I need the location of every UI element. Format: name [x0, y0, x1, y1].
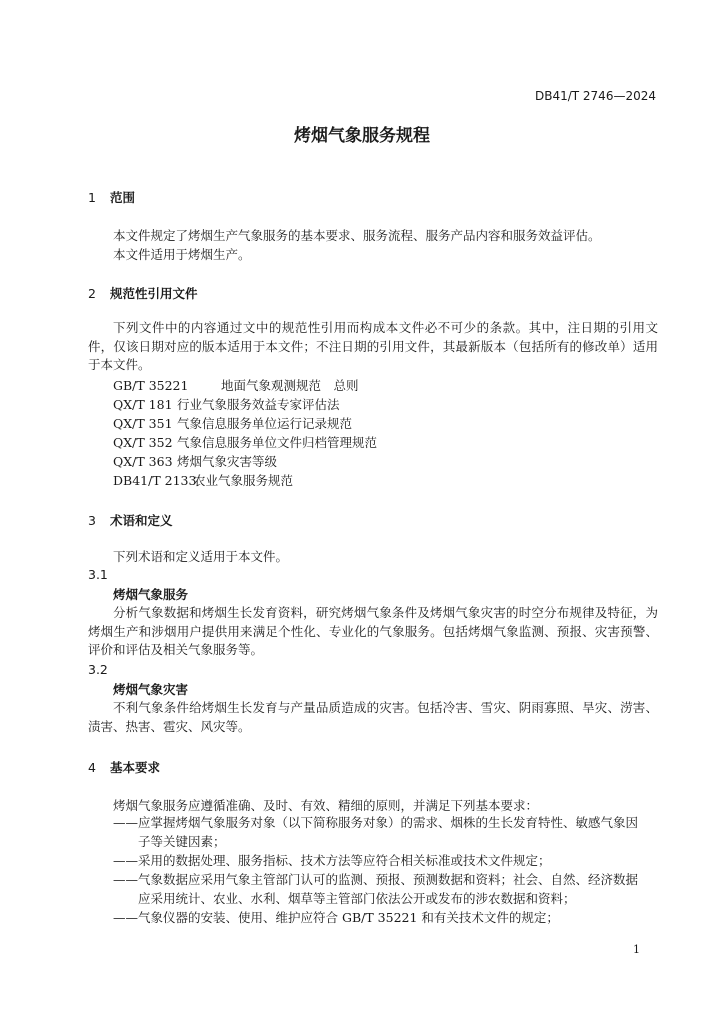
term-name: 烤烟气象服务 [113, 587, 189, 602]
section-2-heading [88, 284, 198, 302]
reference-name: 行业气象服务效益专家评估法 [177, 397, 340, 412]
reference-item [113, 376, 359, 394]
section-1-paragraph: 本文件适用于烤烟生产。 [113, 247, 251, 262]
reference-item [113, 471, 293, 489]
reference-code: QX/T 352 [113, 435, 173, 450]
term-name: 烤烟气象灾害 [113, 682, 189, 697]
reference-item [113, 395, 340, 413]
term-definition: 不利气象条件给烤烟生长发育与产量品质造成的灾害。包括冷害、雪灾、阴雨寡照、旱灾、涝害、渍害、热害、雹灾、风灾等。 [88, 700, 658, 734]
section-title: 术语和定义 [110, 513, 173, 528]
reference-code: QX/T 181 [113, 397, 173, 412]
requirement-line: ——气象数据应采用气象主管部门认可的监测、预报、预测数据和资料；社会、自然、经济数据 [113, 872, 639, 887]
page-number: 1 [633, 943, 640, 956]
section-4-intro: 烤烟气象服务应遵循准确、及时、有效、精细的原则，并满足下列基本要求： [113, 798, 539, 813]
section-4-heading [88, 758, 160, 776]
section-title: 范围 [110, 190, 136, 205]
requirement-continuation: 应采用统计、农业、水利、烟草等主管部门依法公开或发布的涉农数据和资料； [138, 890, 576, 906]
section-number: 1 [88, 190, 96, 205]
requirement-item [113, 909, 661, 928]
requirement-item [113, 814, 661, 851]
requirement-item [113, 852, 661, 871]
requirement-line: ——气象仪器的安装、使用、维护应符合 GB/T 35221 和有关技术文件的规定； [113, 910, 559, 925]
requirement-item [113, 871, 661, 908]
document-title: 烤烟气象服务规程 [294, 126, 430, 146]
section-number: 3 [88, 513, 96, 528]
reference-code: DB41/T 2133 [113, 473, 197, 488]
reference-code: GB/T 35221 [113, 378, 189, 393]
section-number: 4 [88, 760, 96, 775]
term-number: 3.2 [88, 662, 108, 677]
reference-name: 烤烟气象灾害等级 [177, 454, 278, 469]
reference-item [113, 414, 352, 432]
requirement-line: ——采用的数据处理、服务指标、技术方法等应符合相关标准或技术文件规定； [113, 853, 551, 868]
reference-code: QX/T 363 [113, 454, 173, 469]
section-number: 2 [88, 286, 96, 301]
reference-name: 气象信息服务单位文件归档管理规范 [177, 435, 378, 450]
section-2-intro: 下列文件中的内容通过文中的规范性引用而构成本文件必不可少的条款。其中，注日期的引用文件，仅该日期对应的版本适用于本文件；不注日期的引用文件，其最新版本（包括所有的修改单）适用于本文件。 [88, 320, 658, 372]
section-1-heading [88, 188, 135, 206]
reference-name: 农业气象服务规范 [193, 473, 294, 488]
standard-number: DB41/T 2746—2024 [534, 89, 656, 103]
section-3-intro: 下列术语和定义适用于本文件。 [113, 549, 289, 564]
section-1-paragraph: 本文件规定了烤烟生产气象服务的基本要求、服务流程、服务产品内容和服务效益评估。 [113, 228, 601, 243]
reference-code: QX/T 351 [113, 416, 173, 431]
reference-name: 气象信息服务单位运行记录规范 [177, 416, 353, 431]
reference-name: 地面气象观测规范 总则 [221, 378, 359, 393]
reference-item [113, 433, 377, 451]
requirement-line: ——应掌握烤烟气象服务对象（以下简称服务对象）的需求、烟株的生长发育特性、敏感气象因 [113, 815, 639, 830]
term-definition: 分析气象数据和烤烟生长发育资料，研究烤烟气象条件及烤烟气象灾害的时空分布规律及特征，为烤烟生产和涉烟用户提供用来满足个性化、专业化的气象服务。包括烤烟气象监测、预报、灾害预警、评价和评估及相关气象服务等。 [88, 605, 658, 657]
section-title: 规范性引用文件 [110, 286, 198, 301]
section-title: 基本要求 [110, 760, 161, 775]
reference-item [113, 452, 277, 470]
section-3-heading [88, 511, 173, 529]
requirement-continuation: 子等关键因素； [138, 833, 226, 849]
term-number: 3.1 [88, 567, 108, 582]
